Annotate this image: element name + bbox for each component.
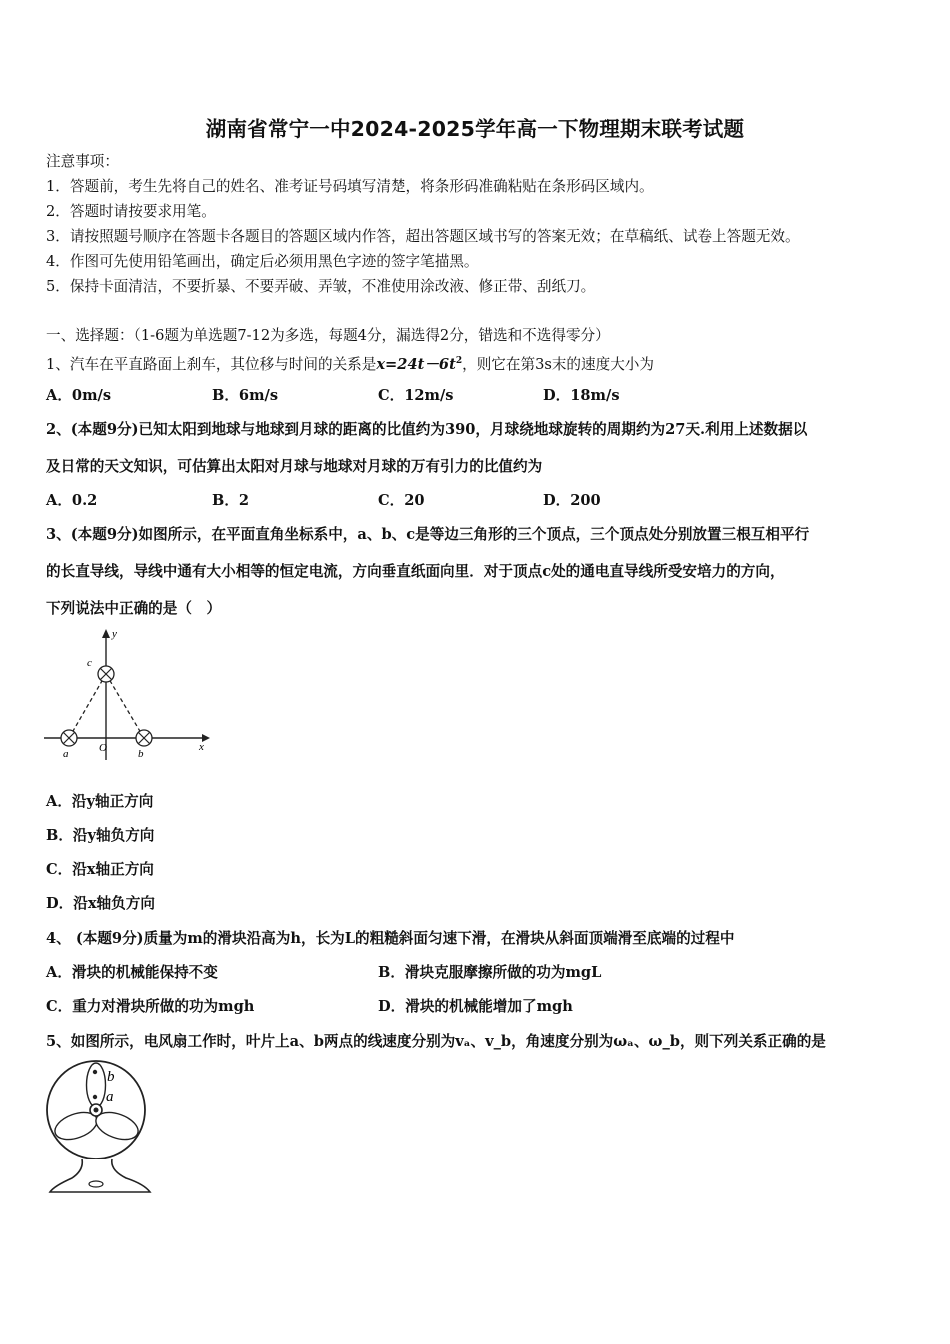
wire-a-icon — [61, 730, 77, 746]
question-2-line2: 及日常的天文知识，可估算出太阳对月球与地球对月球的万有引力的比值约为 — [46, 458, 543, 475]
label-y: y — [112, 628, 117, 640]
q1-option-a[interactable]: A．0m/s — [46, 387, 112, 404]
fan-switch — [89, 1181, 103, 1187]
question-4-stem: 4、 (本题9分)质量为m的滑块沿高为h，长为L的粗糙斜面匀速下滑，在滑块从斜面顶端滑至底端的过程中 — [46, 930, 735, 947]
question-3-line3: 下列说法中正确的是（ ） — [46, 600, 222, 617]
label-x: x — [199, 741, 204, 753]
fan-hub-center — [94, 1108, 99, 1113]
page-title: 湖南省常宁一中2024-2025学年高一下物理期末联考试题 — [205, 117, 745, 141]
q3-option-c[interactable]: C．沿x轴正方向 — [46, 861, 154, 878]
fan-blade-top — [87, 1063, 106, 1107]
point-b — [93, 1070, 97, 1074]
q4-option-c[interactable]: C．重力对滑块所做的功为mgh — [46, 998, 255, 1015]
notice-item: 4．作图可先使用铅笔画出，确定后必须用黑色字迹的签字笔描黑。 — [46, 253, 479, 270]
q2-option-b[interactable]: B．2 — [212, 492, 250, 509]
label-a: a — [106, 1089, 114, 1105]
q3-coordinate-figure — [44, 626, 214, 760]
q1-option-b[interactable]: B．6m/s — [212, 387, 279, 404]
q2-option-c[interactable]: C．20 — [378, 492, 425, 509]
q1-stem-pre: 1、汽车在平直路面上刹车，其位移与时间的关系是 — [46, 355, 377, 373]
point-a — [93, 1095, 97, 1099]
q3-option-d[interactable]: D．沿x轴负方向 — [46, 895, 155, 912]
notice-heading: 注意事项： — [46, 153, 119, 170]
question-3-line1: 3、(本题9分)如图所示，在平面直角坐标系中，a、b、c是等边三角形的三个顶点，三个顶点处分别放置三根互相平行 — [46, 526, 810, 543]
notice-item: 3．请按照题号顺序在答题卡各题目的答题区域内作答，超出答题区域书写的答案无效；在草稿纸、试卷上答题无效。 — [46, 228, 800, 245]
q2-option-a[interactable]: A．0.2 — [46, 492, 98, 509]
q1-formula-sup: 2 — [455, 356, 463, 366]
notice-item: 5．保持卡面清洁，不要折暴、不要弄破、弄皱，不准使用涂改液、修正带、刮纸刀。 — [46, 278, 596, 295]
dashed-side-bc — [106, 674, 144, 738]
label-c: c — [87, 657, 92, 669]
label-b: b — [138, 748, 144, 760]
q2-option-d[interactable]: D．200 — [543, 492, 601, 509]
question-1-stem — [46, 351, 654, 375]
question-3-line2: 的长直导线，导线中通有大小相等的恒定电流，方向垂直纸面向里．对于顶点c处的通电直导线所受安培力的方向， — [46, 563, 785, 580]
wire-c-icon — [98, 666, 114, 682]
notice-item: 1．答题前，考生先将自己的姓名、准考证号码填写清楚，将条形码准确粘贴在条形码区域内。 — [46, 178, 654, 195]
label-b: b — [107, 1069, 115, 1085]
label-a: a — [63, 748, 69, 760]
dashed-side-ac — [69, 674, 106, 738]
q1-formula: x=24t－6t — [376, 355, 456, 373]
q3-option-b[interactable]: B．沿y轴负方向 — [46, 827, 155, 844]
q3-option-a[interactable]: A．沿y轴正方向 — [46, 793, 154, 810]
q4-option-b[interactable]: B．滑块克服摩擦所做的功为mgL — [378, 964, 602, 981]
q1-stem-post: ，则它在第3s末的速度大小为 — [462, 355, 654, 373]
y-axis-arrow — [102, 629, 110, 638]
label-origin: O — [99, 742, 107, 754]
section-heading: 一、选择题：（1-6题为单选题7-12为多选，每题4分，漏选得2分，错选和不选得零分） — [46, 327, 610, 344]
q5-fan-figure — [44, 1058, 154, 1198]
question-5-stem: 5、如图所示，电风扇工作时，叶片上a、b两点的线速度分别为vₐ、v_b，角速度分别为ωₐ、ω_b，则下列关系正确的是 — [46, 1033, 826, 1050]
notice-item: 2．答题时请按要求用笔。 — [46, 203, 216, 220]
question-2-line1: 2、(本题9分)已知太阳到地球与地球到月球的距离的比值约为390，月球绕地球旋转的周期约为27天.利用上述数据以 — [46, 421, 808, 438]
q4-option-a[interactable]: A．滑块的机械能保持不变 — [46, 964, 218, 981]
wire-b-icon — [136, 730, 152, 746]
q1-option-c[interactable]: C．12m/s — [378, 387, 454, 404]
q1-option-d[interactable]: D．18m/s — [543, 387, 620, 404]
q4-option-d[interactable]: D．滑块的机械能增加了mgh — [378, 998, 573, 1015]
